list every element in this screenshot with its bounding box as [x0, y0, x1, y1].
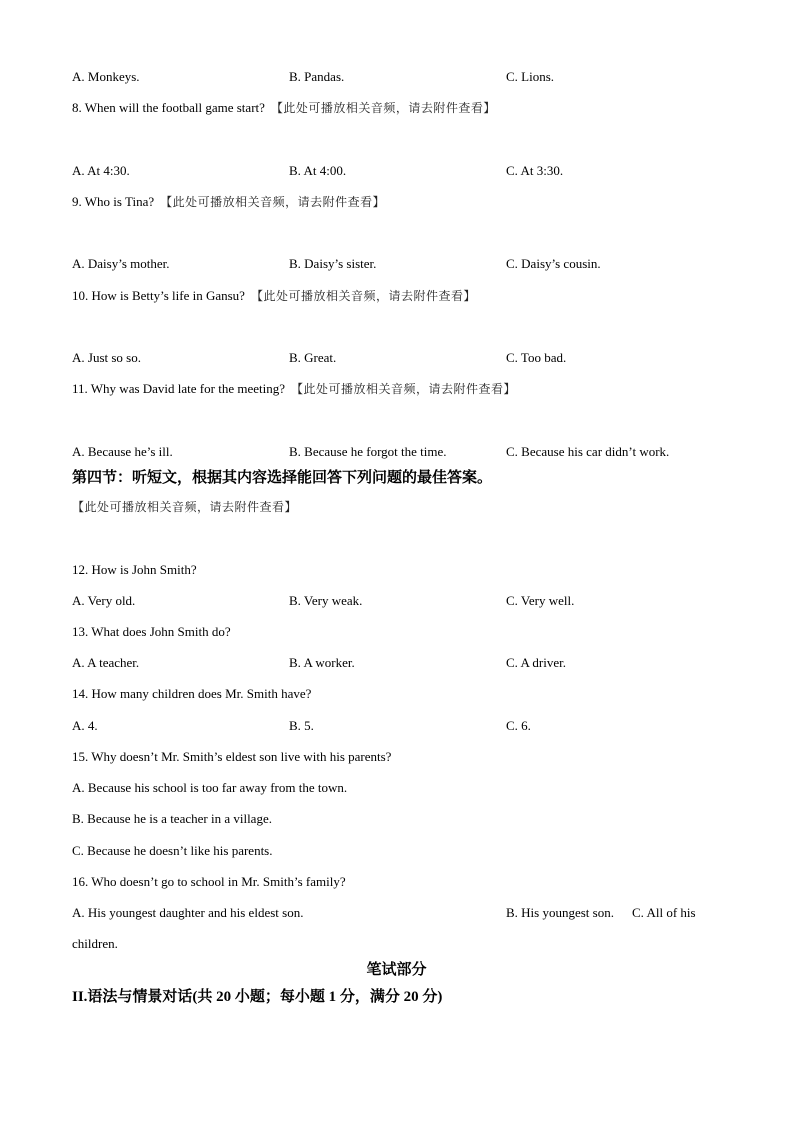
q7-option-b: B. Pandas.	[289, 69, 345, 84]
q10-question-line	[72, 288, 733, 304]
q15-option-b: B. Because he is a teacher in a village.	[72, 811, 272, 826]
q16-option-c-wrap: children.	[72, 936, 118, 951]
q13-option-b: B. A worker.	[289, 655, 355, 670]
q16-question: 16. Who doesn’t go to school in Mr. Smith’s family?	[72, 874, 346, 889]
q16-option-b: B. His youngest son.	[506, 905, 614, 920]
q11-option-a: A. Because he’s ill.	[72, 444, 173, 459]
q12-option-a: A. Very old.	[72, 593, 136, 608]
q8-audio-note: 【此处可播放相关音频，请去附件查看】	[270, 101, 496, 115]
written-section-heading: 笔试部分	[366, 962, 427, 978]
q15-option-c: C. Because he doesn’t like his parents.	[72, 843, 273, 858]
q14-option-b: B. 5.	[289, 718, 314, 733]
part2-heading: II.语法与情景对话(共 20 小题；每小题 1 分，满分 20 分)	[72, 989, 443, 1005]
q10-option-b: B. Great.	[289, 350, 337, 365]
q9-option-b: B. Daisy’s sister.	[289, 256, 377, 271]
q8-option-b: B. At 4:00.	[289, 163, 347, 178]
q14-option-c: C. 6.	[506, 718, 531, 733]
q12-question: 12. How is John Smith?	[72, 562, 197, 577]
q11-question: 11. Why was David late for the meeting?	[72, 381, 285, 396]
q16-option-c: C. All of his	[632, 905, 696, 920]
q9-question-line	[72, 194, 733, 210]
section4-audio-note: 【此处可播放相关音频，请去附件查看】	[72, 500, 298, 514]
q13-option-a: A. A teacher.	[72, 655, 140, 670]
q9-option-a: A. Daisy’s mother.	[72, 256, 170, 271]
q8-option-c: C. At 3:30.	[506, 163, 564, 178]
q7-option-c: C. Lions.	[506, 69, 555, 84]
q8-question: 8. When will the football game start?	[72, 100, 265, 115]
q9-audio-note: 【此处可播放相关音频，请去附件查看】	[160, 195, 386, 209]
q11-option-c: C. Because his car didn’t work.	[506, 444, 670, 459]
q14-option-a: A. 4.	[72, 718, 98, 733]
q12-option-c: C. Very well.	[506, 593, 575, 608]
q12-option-b: B. Very weak.	[289, 593, 363, 608]
q8-option-a: A. At 4:30.	[72, 163, 130, 178]
q11-question-line	[72, 381, 733, 397]
q9-option-c: C. Daisy’s cousin.	[506, 256, 601, 271]
q16-option-a: A. His youngest daughter and his eldest son.	[72, 905, 304, 920]
q10-audio-note: 【此处可播放相关音频，请去附件查看】	[250, 289, 476, 303]
q8-question-line	[72, 100, 733, 116]
q13-option-c: C. A driver.	[506, 655, 566, 670]
q14-question: 14. How many children does Mr. Smith have?	[72, 686, 312, 701]
q9-question: 9. Who is Tina?	[72, 194, 155, 209]
q15-question: 15. Why doesn’t Mr. Smith’s eldest son live with his parents?	[72, 749, 392, 764]
q15-option-a: A. Because his school is too far away from the town.	[72, 780, 348, 795]
q7-option-a: A. Monkeys.	[72, 69, 140, 84]
q11-option-b: B. Because he forgot the time.	[289, 444, 447, 459]
section4-heading: 第四节：听短文，根据其内容选择能回答下列问题的最佳答案。	[72, 470, 493, 486]
q13-question: 13. What does John Smith do?	[72, 624, 231, 639]
q11-audio-note: 【此处可播放相关音频，请去附件查看】	[291, 382, 517, 396]
q10-option-c: C. Too bad.	[506, 350, 567, 365]
q10-question: 10. How is Betty’s life in Gansu?	[72, 288, 245, 303]
q10-option-a: A. Just so so.	[72, 350, 141, 365]
